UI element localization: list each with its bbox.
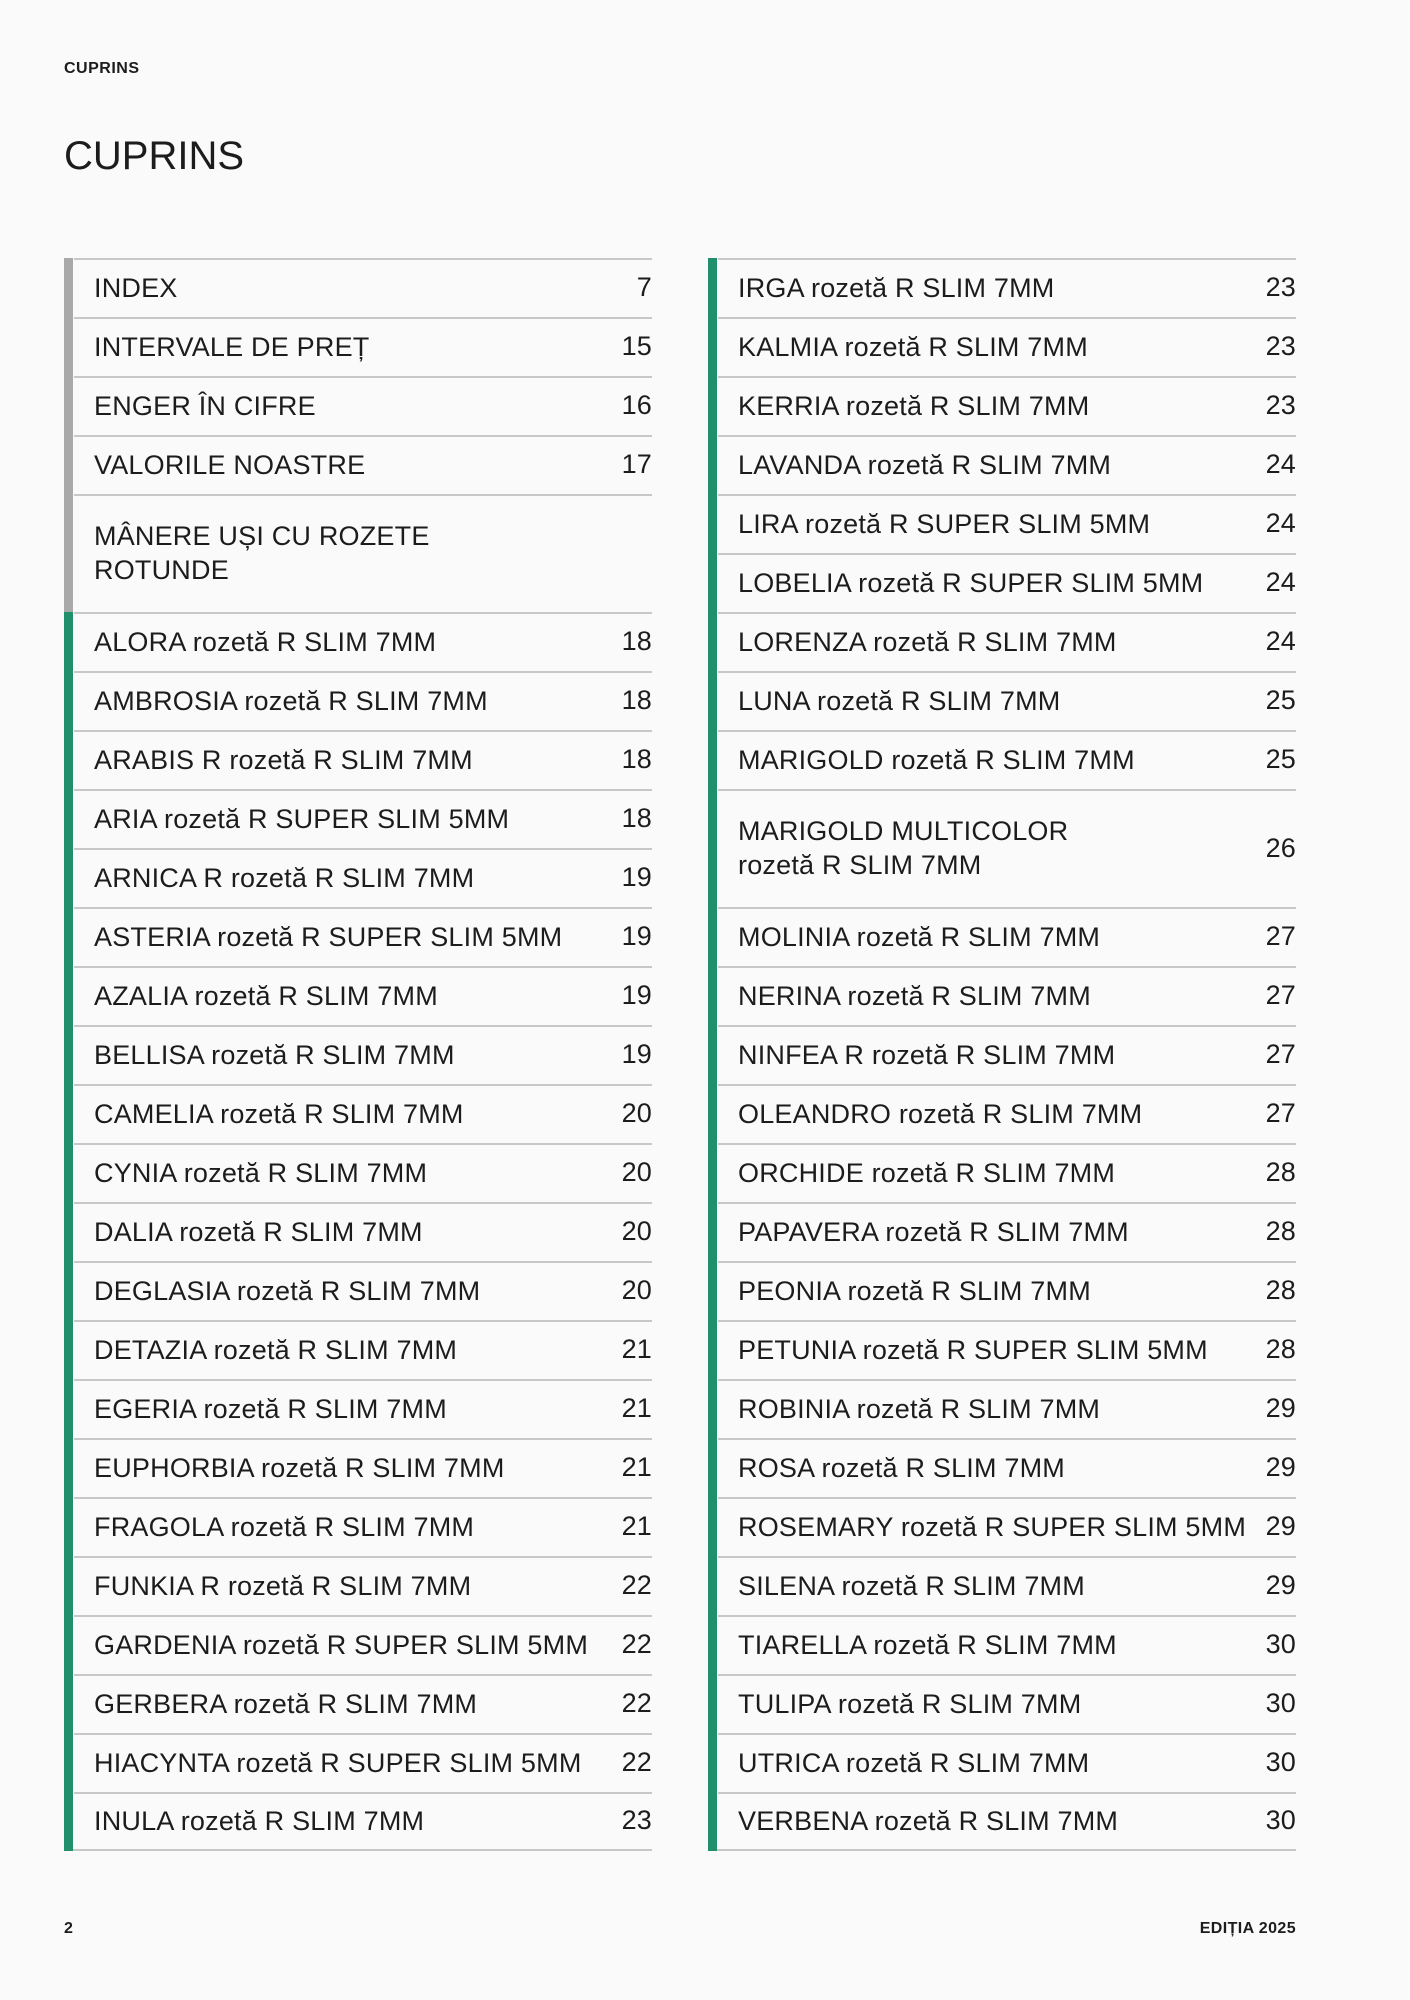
toc-entry[interactable] — [64, 907, 652, 966]
toc-entry-page: 29 — [1265, 1511, 1296, 1541]
toc-entry[interactable] — [708, 1556, 1296, 1615]
footer-edition: EDIȚIA 2025 — [1199, 1920, 1296, 1937]
toc-entry[interactable] — [64, 848, 652, 907]
toc-entry[interactable] — [708, 1674, 1296, 1733]
toc-entry-label: MÂNERE UȘI CU ROZETE ROTUNDE — [94, 521, 430, 585]
toc-entry-page: 30 — [1265, 1688, 1296, 1718]
toc-entry-page: 23 — [1265, 390, 1296, 420]
toc-entry[interactable] — [64, 494, 652, 612]
toc-entry-page: 28 — [1265, 1216, 1296, 1246]
toc-entry[interactable] — [64, 671, 652, 730]
toc-entry-page: 29 — [1265, 1570, 1296, 1600]
toc-entry[interactable] — [708, 907, 1296, 966]
toc-entry-label: ENGER ÎN CIFRE — [94, 390, 316, 421]
toc-entry-page: 19 — [621, 921, 652, 951]
toc-right-column — [708, 258, 1296, 1851]
toc-entry[interactable] — [708, 1615, 1296, 1674]
toc-entry[interactable] — [708, 730, 1296, 789]
toc-entry[interactable] — [64, 966, 652, 1025]
toc-entry-page: 21 — [621, 1393, 652, 1423]
toc-entry-page: 22 — [621, 1747, 652, 1777]
toc-entry-page: 17 — [621, 449, 652, 479]
toc-entry-page: 30 — [1265, 1805, 1296, 1835]
toc-entry-label: UTRICA rozetă R SLIM 7MM — [738, 1747, 1090, 1778]
toc-entry-page: 15 — [621, 331, 652, 361]
toc-entry-page: 20 — [621, 1098, 652, 1128]
toc-entry-label: GERBERA rozetă R SLIM 7MM — [94, 1688, 478, 1719]
toc-entry-page: 20 — [621, 1275, 652, 1305]
toc-entry[interactable] — [64, 1792, 652, 1851]
toc-entry-label: DEGLASIA rozetă R SLIM 7MM — [94, 1275, 481, 1306]
toc-entry[interactable] — [64, 1084, 652, 1143]
toc-entry-page: 27 — [1265, 1098, 1296, 1128]
toc-entry-page: 28 — [1265, 1334, 1296, 1364]
toc-entry[interactable] — [708, 671, 1296, 730]
toc-entry-page: 29 — [1265, 1452, 1296, 1482]
toc-entry-page: 27 — [1265, 980, 1296, 1010]
toc-entry-label: LUNA rozetă R SLIM 7MM — [738, 685, 1061, 716]
toc-entry[interactable] — [708, 553, 1296, 612]
toc-entry-label: PETUNIA rozetă R SUPER SLIM 5MM — [738, 1334, 1208, 1365]
toc-entry[interactable] — [64, 1674, 652, 1733]
toc-entry[interactable] — [64, 789, 652, 848]
toc-entry-page: 19 — [621, 1039, 652, 1069]
toc-entry-label: ARIA rozetă R SUPER SLIM 5MM — [94, 803, 510, 834]
toc-entry[interactable] — [708, 1025, 1296, 1084]
toc-entry[interactable] — [64, 1497, 652, 1556]
toc-entry-page: 22 — [621, 1629, 652, 1659]
toc-entry-label: CYNIA rozetă R SLIM 7MM — [94, 1157, 428, 1188]
toc-entry-page: 25 — [1265, 685, 1296, 715]
toc-entry-label: LIRA rozetă R SUPER SLIM 5MM — [738, 508, 1151, 539]
toc-entry[interactable] — [708, 376, 1296, 435]
toc-entry-page: 30 — [1265, 1629, 1296, 1659]
toc-entry-page: 23 — [621, 1805, 652, 1835]
toc-entry[interactable] — [64, 1615, 652, 1674]
toc-entry-label: VALORILE NOASTRE — [94, 449, 366, 480]
toc-entry-page: 30 — [1265, 1747, 1296, 1777]
toc-entry-label: INTERVALE DE PREȚ — [94, 331, 370, 362]
toc-entry-label: MOLINIA rozetă R SLIM 7MM — [738, 921, 1101, 952]
running-header: CUPRINS — [64, 60, 140, 77]
toc-entry[interactable] — [64, 730, 652, 789]
toc-entry-page: 28 — [1265, 1157, 1296, 1187]
toc-entry-page: 25 — [1265, 744, 1296, 774]
toc-entry[interactable] — [708, 1143, 1296, 1202]
toc-entry-label: INULA rozetă R SLIM 7MM — [94, 1805, 425, 1836]
toc-entry-page: 21 — [621, 1452, 652, 1482]
toc-entry-page: 16 — [621, 390, 652, 420]
toc-entry-label: VERBENA rozetă R SLIM 7MM — [738, 1805, 1119, 1836]
toc-entry-label: CAMELIA rozetă R SLIM 7MM — [94, 1098, 464, 1129]
toc-entry-label: SILENA rozetă R SLIM 7MM — [738, 1570, 1085, 1601]
toc-entry-label: NERINA rozetă R SLIM 7MM — [738, 980, 1091, 1011]
toc-entry-label: ALORA rozetă R SLIM 7MM — [94, 626, 437, 657]
toc-entry-label: NINFEA R rozetă R SLIM 7MM — [738, 1039, 1116, 1070]
toc-entry[interactable] — [708, 1792, 1296, 1851]
toc-entry-label: AMBROSIA rozetă R SLIM 7MM — [94, 685, 488, 716]
toc-entry-label: ARNICA R rozetă R SLIM 7MM — [94, 862, 475, 893]
toc-entry-label: ROSEMARY rozetă R SUPER SLIM 5MM — [738, 1511, 1247, 1542]
toc-entry-page: 18 — [621, 803, 652, 833]
toc-entry-label: AZALIA rozetă R SLIM 7MM — [94, 980, 438, 1011]
toc-entry-label: PAPAVERA rozetă R SLIM 7MM — [738, 1216, 1129, 1247]
toc-entry-page: 26 — [1265, 832, 1296, 863]
toc-entry-page: 24 — [1265, 567, 1296, 597]
toc-entry[interactable] — [64, 1556, 652, 1615]
toc-entry[interactable] — [64, 612, 652, 671]
toc-entry[interactable] — [64, 376, 652, 435]
toc-entry[interactable] — [64, 1143, 652, 1202]
toc-entry[interactable] — [708, 966, 1296, 1025]
toc-entry-label: LAVANDA rozetă R SLIM 7MM — [738, 449, 1112, 480]
toc-entry[interactable] — [708, 1320, 1296, 1379]
toc-entry-page: 19 — [621, 980, 652, 1010]
toc-entry-label: ASTERIA rozetă R SUPER SLIM 5MM — [94, 921, 563, 952]
toc-entry-page: 27 — [1265, 921, 1296, 951]
toc-entry[interactable] — [64, 258, 652, 317]
toc-entry-page: 19 — [621, 862, 652, 892]
toc-entry[interactable] — [708, 494, 1296, 553]
toc-entry-page: 24 — [1265, 449, 1296, 479]
toc-entry-label: DETAZIA rozetă R SLIM 7MM — [94, 1334, 458, 1365]
toc-entry-label: KALMIA rozetă R SLIM 7MM — [738, 331, 1088, 362]
toc-left-column — [64, 258, 652, 1851]
toc-entry[interactable] — [708, 1497, 1296, 1556]
toc-entry-label: ORCHIDE rozetă R SLIM 7MM — [738, 1157, 1116, 1188]
toc-entry-label: LOBELIA rozetă R SUPER SLIM 5MM — [738, 567, 1204, 598]
footer-page-number: 2 — [64, 1920, 73, 1937]
toc-entry-label: FUNKIA R rozetă R SLIM 7MM — [94, 1570, 472, 1601]
toc-entry[interactable] — [64, 317, 652, 376]
toc-entry-page: 22 — [621, 1688, 652, 1718]
toc-entry[interactable] — [64, 1379, 652, 1438]
toc-entry[interactable] — [64, 1320, 652, 1379]
toc-entry-page: 18 — [621, 744, 652, 774]
toc-entry[interactable] — [708, 1733, 1296, 1792]
toc-entry-page: 28 — [1265, 1275, 1296, 1305]
toc-entry-page: 22 — [621, 1570, 652, 1600]
toc-entry-label: EGERIA rozetă R SLIM 7MM — [94, 1393, 447, 1424]
toc-entry-label: DALIA rozetă R SLIM 7MM — [94, 1216, 423, 1247]
toc-entry-page: 21 — [621, 1334, 652, 1364]
toc-entry-page: 27 — [1265, 1039, 1296, 1069]
toc-entry[interactable] — [64, 1202, 652, 1261]
toc-entry[interactable] — [708, 317, 1296, 376]
toc-entry-page: 20 — [621, 1157, 652, 1187]
toc-entry-label: IRGA rozetă R SLIM 7MM — [738, 272, 1055, 303]
toc-entry-label: HIACYNTA rozetă R SUPER SLIM 5MM — [94, 1747, 582, 1778]
toc-entry-page: 23 — [1265, 331, 1296, 361]
page-title: CUPRINS — [64, 134, 245, 178]
toc-entry[interactable] — [708, 1084, 1296, 1143]
toc-entry[interactable] — [64, 1438, 652, 1497]
toc-entry-page: 20 — [621, 1216, 652, 1246]
toc-entry-label: ROSA rozetă R SLIM 7MM — [738, 1452, 1065, 1483]
toc-entry-label: LORENZA rozetă R SLIM 7MM — [738, 626, 1117, 657]
toc-entry[interactable] — [64, 1733, 652, 1792]
toc-entry-label: EUPHORBIA rozetă R SLIM 7MM — [94, 1452, 505, 1483]
toc-entry-page: 7 — [636, 272, 652, 302]
toc-entry-label: ROBINIA rozetă R SLIM 7MM — [738, 1393, 1101, 1424]
toc-entry-label: MARIGOLD MULTICOLOR rozetă R SLIM 7MM — [738, 816, 1069, 880]
toc-entry-label: TULIPA rozetă R SLIM 7MM — [738, 1688, 1082, 1719]
toc-entry[interactable] — [64, 1261, 652, 1320]
toc-entry-page: 21 — [621, 1511, 652, 1541]
toc-entry-page: 29 — [1265, 1393, 1296, 1423]
toc-entry-label: TIARELLA rozetă R SLIM 7MM — [738, 1629, 1117, 1660]
toc-entry-label: KERRIA rozetă R SLIM 7MM — [738, 390, 1090, 421]
toc-entry[interactable] — [708, 258, 1296, 317]
toc-entry-label: OLEANDRO rozetă R SLIM 7MM — [738, 1098, 1143, 1129]
toc-entry[interactable] — [708, 435, 1296, 494]
toc-entry-page: 24 — [1265, 508, 1296, 538]
toc-entry-label: MARIGOLD rozetă R SLIM 7MM — [738, 744, 1135, 775]
toc-entry-label: BELLISA rozetă R SLIM 7MM — [94, 1039, 455, 1070]
toc-entry-page: 18 — [621, 626, 652, 656]
toc-entry-label: PEONIA rozetă R SLIM 7MM — [738, 1275, 1091, 1306]
toc-entry[interactable] — [708, 1438, 1296, 1497]
toc-entry[interactable] — [708, 789, 1296, 907]
toc-entry-label: FRAGOLA rozetă R SLIM 7MM — [94, 1511, 475, 1542]
toc-entry[interactable] — [708, 1379, 1296, 1438]
toc-entry[interactable] — [64, 1025, 652, 1084]
toc-entry-label: INDEX — [94, 272, 178, 303]
toc-entry[interactable] — [708, 612, 1296, 671]
toc-entry-label: ARABIS R rozetă R SLIM 7MM — [94, 744, 473, 775]
toc-entry-label: GARDENIA rozetă R SUPER SLIM 5MM — [94, 1629, 589, 1660]
toc-entry-page: 23 — [1265, 272, 1296, 302]
toc-entry[interactable] — [64, 435, 652, 494]
toc-entry-page: 18 — [621, 685, 652, 715]
toc-entry[interactable] — [708, 1261, 1296, 1320]
toc-entry[interactable] — [708, 1202, 1296, 1261]
toc-entry-page: 24 — [1265, 626, 1296, 656]
